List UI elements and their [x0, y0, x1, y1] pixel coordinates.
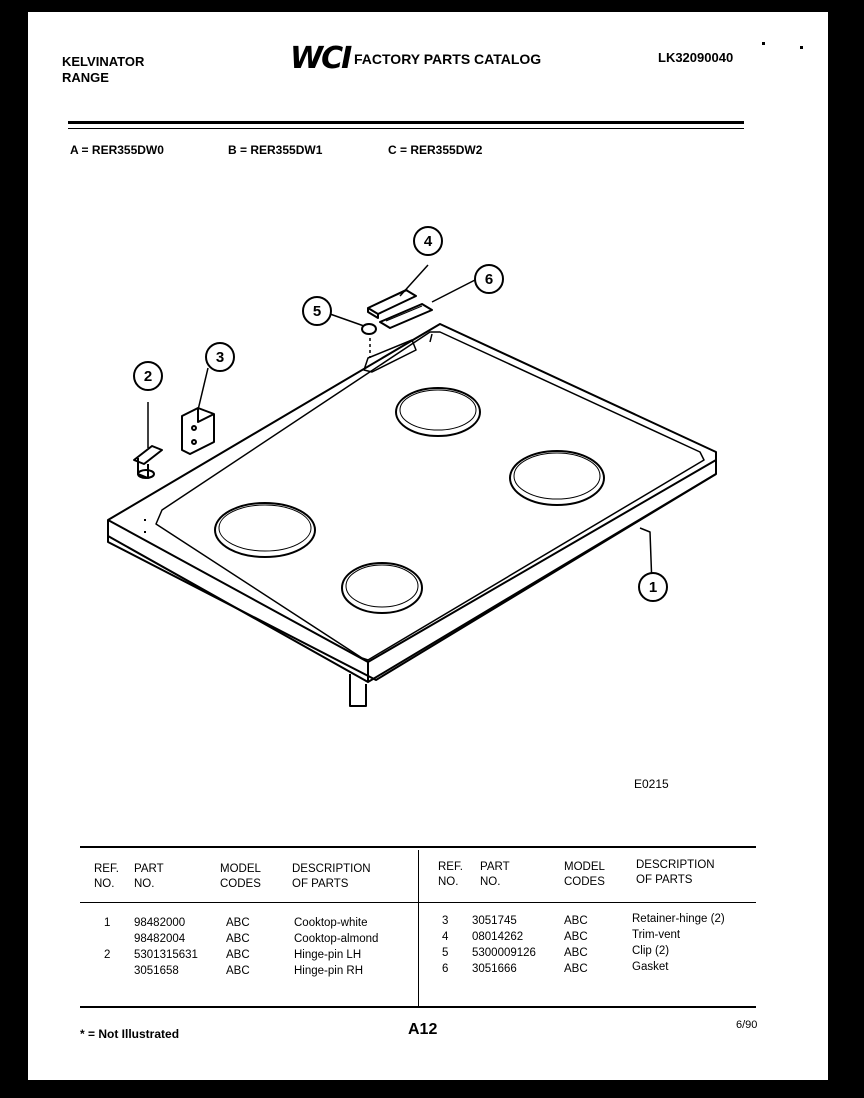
header-part-line1: PART: [480, 861, 510, 873]
header-model-line2: CODES: [220, 878, 261, 890]
brand-name: KELVINATOR: [62, 54, 145, 69]
header-ref-line1: REF.: [438, 861, 463, 873]
table-cell: 98482000: [134, 917, 186, 929]
header-desc-line2: OF PARTS: [292, 878, 349, 890]
callout-3: 3: [215, 349, 225, 366]
hinge-retainer: [182, 408, 214, 454]
header-ref-line2: NO.: [438, 876, 459, 888]
table-top-rule: [80, 846, 756, 848]
header-ref-left: [94, 862, 119, 892]
table-cell: 08014262: [472, 931, 524, 943]
header-part-right: [480, 860, 510, 890]
header-model-left: [220, 862, 261, 892]
cooktop-panel: [108, 324, 716, 706]
table-cell: 4: [442, 931, 449, 943]
table-cell: Retainer-hinge (2): [632, 913, 725, 925]
catalog-date: 6/90: [736, 1019, 758, 1031]
table-divider: [418, 850, 419, 1008]
table-cell: 3051745: [472, 915, 517, 927]
product-type: RANGE: [62, 70, 109, 85]
table-cell: Hinge-pin RH: [294, 965, 364, 977]
header-ref-right: [438, 860, 463, 890]
table-cell: ABC: [226, 917, 250, 929]
left-ref-column: [104, 916, 110, 980]
cooktop-exploded-diagram: [28, 12, 828, 772]
table-cell: 5300009126: [472, 947, 536, 959]
table-cell: ABC: [226, 965, 250, 977]
callout-4: 4: [423, 233, 433, 250]
right-part-column: [472, 914, 536, 978]
callout-5: 5: [312, 303, 322, 320]
callout-1: 1: [648, 579, 658, 596]
figure-code: E0215: [634, 777, 669, 791]
table-cell: 5301315631: [134, 949, 198, 961]
header-model-line1: MODEL: [564, 861, 605, 873]
right-ref-column: [442, 914, 448, 978]
callout-6: 6: [484, 271, 494, 288]
header-ref-line2: NO.: [94, 878, 115, 890]
table-cell: 3051658: [134, 965, 179, 977]
not-illustrated-note: * = Not Illustrated: [80, 1027, 180, 1041]
table-cell: ABC: [226, 933, 250, 945]
table-cell: Cooktop-almond: [294, 933, 379, 945]
catalog-title: FACTORY PARTS CATALOG: [354, 51, 542, 67]
model-a: A = RER355DW0: [70, 143, 164, 157]
header-model-right: [564, 860, 605, 890]
header-ref-line1: REF.: [94, 863, 119, 875]
table-cell: Gasket: [632, 961, 669, 973]
table-cell: Cooktop-white: [294, 917, 368, 929]
header-model-line2: CODES: [564, 876, 605, 888]
scan-speck: [762, 42, 765, 45]
page-number: A12: [408, 1021, 438, 1038]
table-cell: 1: [104, 917, 111, 929]
table-cell: 6: [442, 963, 449, 975]
table-cell: ABC: [564, 915, 588, 927]
table-cell: Clip (2): [632, 945, 670, 957]
header-desc-right: [636, 858, 715, 888]
right-codes-column: [564, 914, 588, 978]
header-model-line1: MODEL: [220, 863, 261, 875]
left-desc-column: [294, 916, 378, 980]
table-cell: [104, 964, 110, 980]
header-desc-line1: DESCRIPTION: [636, 859, 715, 871]
trim-vent: [368, 290, 416, 318]
header-desc-left: [292, 862, 371, 892]
header-desc-line1: DESCRIPTION: [292, 863, 371, 875]
table-cell: [104, 932, 110, 948]
left-codes-column: [226, 916, 250, 980]
table-cell: ABC: [564, 947, 588, 959]
header-part-left: [134, 862, 164, 892]
callout-2: 2: [143, 368, 153, 385]
table-cell: 3: [442, 915, 449, 927]
table-cell: 2: [104, 949, 111, 961]
table-cell: Trim-vent: [632, 929, 681, 941]
hinge-pin: [134, 446, 162, 478]
table-cell: ABC: [564, 963, 588, 975]
wci-logo: WCI: [290, 41, 351, 76]
header-part-line1: PART: [134, 863, 164, 875]
table-cell: Hinge-pin LH: [294, 949, 362, 961]
scan-speck: [800, 46, 803, 49]
table-cell: ABC: [564, 931, 588, 943]
table-cell: ABC: [226, 949, 250, 961]
table-cell: 98482004: [134, 933, 186, 945]
catalog-code: LK32090040: [658, 50, 734, 65]
catalog-page: [28, 12, 828, 1080]
header-part-line2: NO.: [480, 876, 501, 888]
table-cell: 5: [442, 947, 449, 959]
gasket: [380, 304, 432, 328]
left-part-column: [134, 916, 198, 980]
table-bottom-rule: [80, 1006, 756, 1008]
model-b: B = RER355DW1: [228, 143, 323, 157]
right-desc-column: [632, 912, 725, 976]
header-desc-line2: OF PARTS: [636, 874, 693, 886]
header-part-line2: NO.: [134, 878, 155, 890]
model-c: C = RER355DW2: [388, 143, 483, 157]
table-cell: 3051666: [472, 963, 517, 975]
